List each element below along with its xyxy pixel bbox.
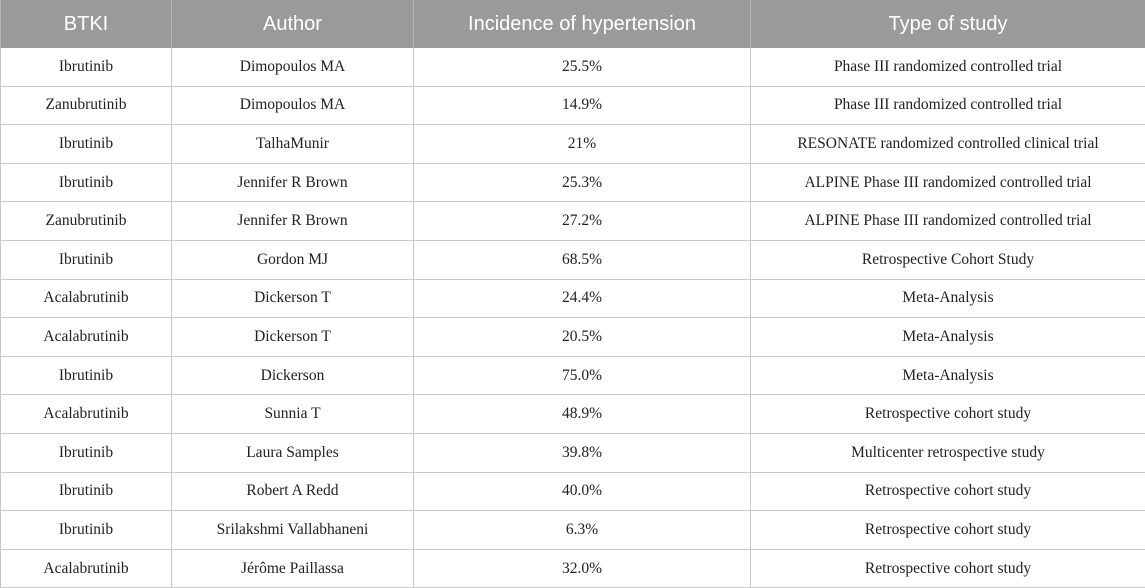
- incidence-cell: 25.5%: [414, 48, 751, 86]
- incidence-cell: 14.9%: [414, 86, 751, 125]
- incidence-cell: 48.9%: [414, 395, 751, 434]
- header-study-type: Type of study: [751, 0, 1145, 48]
- author-cell: TalhaMunir: [172, 125, 414, 164]
- header-btki: BTKI: [1, 0, 172, 48]
- table-row: [1, 279, 1145, 318]
- author-cell: Dickerson: [172, 356, 414, 395]
- btki-cell: Ibrutinib: [1, 240, 172, 279]
- author-cell: Sunnia T: [172, 395, 414, 434]
- table-row: [1, 395, 1145, 434]
- incidence-cell: 24.4%: [414, 279, 751, 318]
- author-cell: Laura Samples: [172, 433, 414, 472]
- table-header: [1, 0, 1145, 48]
- btki-cell: Ibrutinib: [1, 433, 172, 472]
- study-type-cell: Phase III randomized controlled trial: [751, 48, 1145, 86]
- study-type-cell: RESONATE randomized controlled clinical trial: [751, 125, 1145, 164]
- btki-cell: Zanubrutinib: [1, 86, 172, 125]
- incidence-cell: 68.5%: [414, 240, 751, 279]
- incidence-cell: 75.0%: [414, 356, 751, 395]
- btki-cell: Ibrutinib: [1, 125, 172, 164]
- table-body: [1, 48, 1145, 588]
- study-type-cell: Phase III randomized controlled trial: [751, 86, 1145, 125]
- btki-cell: Zanubrutinib: [1, 202, 172, 241]
- incidence-cell: 21%: [414, 125, 751, 164]
- study-type-cell: Retrospective cohort study: [751, 549, 1145, 588]
- study-type-cell: ALPINE Phase III randomized controlled trial: [751, 163, 1145, 202]
- btki-cell: Acalabrutinib: [1, 395, 172, 434]
- author-cell: Jennifer R Brown: [172, 202, 414, 241]
- table-row: [1, 240, 1145, 279]
- incidence-cell: 6.3%: [414, 511, 751, 550]
- author-cell: Dimopoulos MA: [172, 86, 414, 125]
- author-cell: Dickerson T: [172, 318, 414, 357]
- header-row: [1, 0, 1145, 48]
- table-row: [1, 318, 1145, 357]
- study-type-cell: Meta-Analysis: [751, 318, 1145, 357]
- table-row: [1, 202, 1145, 241]
- study-type-cell: Retrospective Cohort Study: [751, 240, 1145, 279]
- header-incidence: Incidence of hypertension: [414, 0, 751, 48]
- incidence-cell: 40.0%: [414, 472, 751, 511]
- table-row: [1, 549, 1145, 588]
- study-type-cell: Retrospective cohort study: [751, 472, 1145, 511]
- btki-cell: Ibrutinib: [1, 163, 172, 202]
- study-type-cell: Retrospective cohort study: [751, 511, 1145, 550]
- author-cell: Srilakshmi Vallabhaneni: [172, 511, 414, 550]
- table-row: [1, 125, 1145, 164]
- incidence-cell: 32.0%: [414, 549, 751, 588]
- btki-cell: Ibrutinib: [1, 48, 172, 86]
- author-cell: Gordon MJ: [172, 240, 414, 279]
- btki-cell: Acalabrutinib: [1, 318, 172, 357]
- btki-cell: Ibrutinib: [1, 356, 172, 395]
- study-type-cell: Retrospective cohort study: [751, 395, 1145, 434]
- author-cell: Robert A Redd: [172, 472, 414, 511]
- table-row: [1, 163, 1145, 202]
- incidence-cell: 25.3%: [414, 163, 751, 202]
- author-cell: Jennifer R Brown: [172, 163, 414, 202]
- table-row: [1, 356, 1145, 395]
- study-type-cell: Multicenter retrospective study: [751, 433, 1145, 472]
- incidence-cell: 39.8%: [414, 433, 751, 472]
- incidence-cell: 27.2%: [414, 202, 751, 241]
- btki-cell: Acalabrutinib: [1, 549, 172, 588]
- author-cell: Dimopoulos MA: [172, 48, 414, 86]
- table-row: [1, 48, 1145, 86]
- table-row: [1, 86, 1145, 125]
- table-row: [1, 433, 1145, 472]
- study-type-cell: ALPINE Phase III randomized controlled trial: [751, 202, 1145, 241]
- table-row: [1, 472, 1145, 511]
- author-cell: Jérôme Paillassa: [172, 549, 414, 588]
- header-author: Author: [172, 0, 414, 48]
- study-type-cell: Meta-Analysis: [751, 356, 1145, 395]
- btki-cell: Ibrutinib: [1, 472, 172, 511]
- study-type-cell: Meta-Analysis: [751, 279, 1145, 318]
- author-cell: Dickerson T: [172, 279, 414, 318]
- incidence-cell: 20.5%: [414, 318, 751, 357]
- table-row: [1, 511, 1145, 550]
- btki-cell: Ibrutinib: [1, 511, 172, 550]
- btki-cell: Acalabrutinib: [1, 279, 172, 318]
